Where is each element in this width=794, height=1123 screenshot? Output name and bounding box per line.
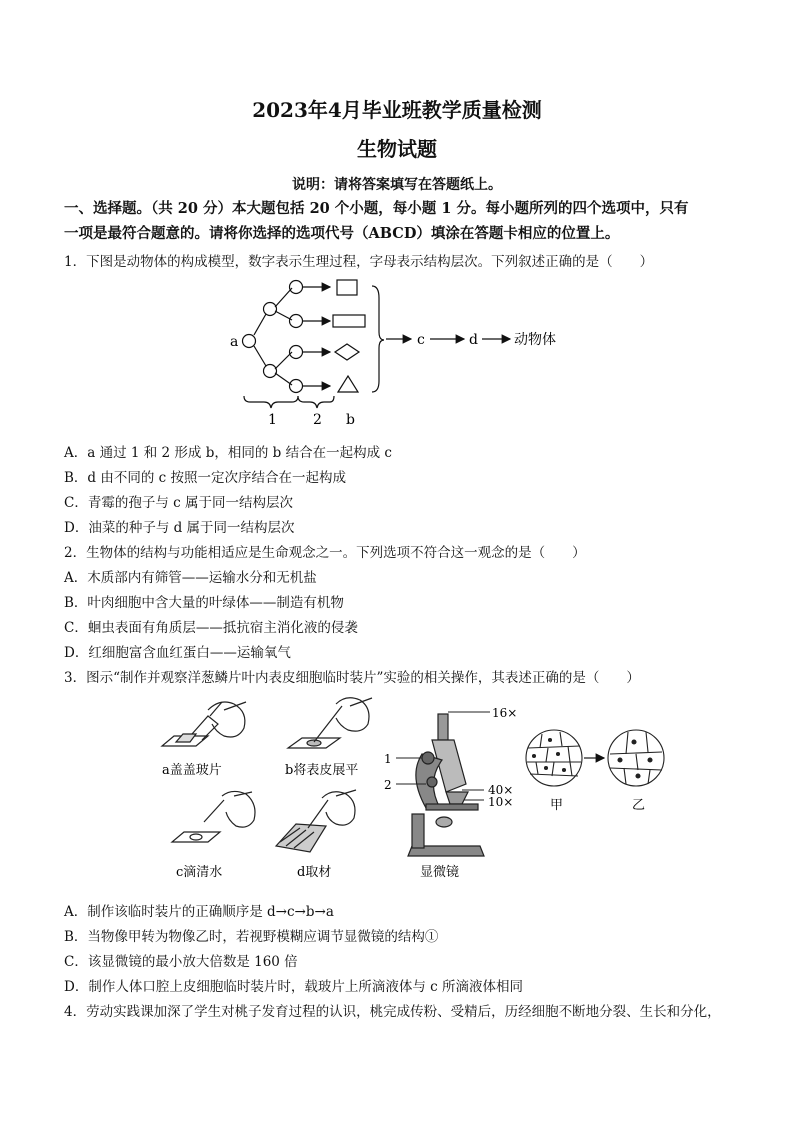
step-b-caption: b将表皮展平 — [285, 763, 359, 778]
objective-low-magnification: 10× — [488, 795, 514, 809]
view-yi-label: 乙 — [632, 798, 646, 813]
q2-option-d: D．红细胞富含血红蛋白——运输氧气 — [64, 645, 291, 661]
question-4-stem: 4．劳动实践课加深了学生对桃子发育过程的认识，桃完成传粉、受精后，历经细胞不断地分裂、生长和分化， — [64, 1004, 721, 1020]
q2-option-c: C．蛔虫表面有角质层——抵抗宿主消化液的侵袭 — [64, 620, 358, 636]
label-organism: 动物体 — [514, 332, 556, 348]
microscope-caption: 显微镜 — [420, 865, 460, 880]
label-c: c — [417, 332, 425, 348]
view-jia-label: 甲 — [550, 798, 564, 813]
q1-option-d: D．油菜的种子与 d 属于同一结构层次 — [64, 520, 295, 536]
q1-option-c: C．青霉的孢子与 c 属于同一结构层次 — [64, 495, 293, 511]
q1-option-a: A．a 通过 1 和 2 形成 b，相同的 b 结合在一起构成 c — [64, 445, 392, 461]
step-c-illustration — [172, 791, 255, 842]
section-heading-line-1: 一、选择题。（共 20 分）本大题包括 20 个小题，每小题 1 分。每小题所列的四个选项中，只有 — [64, 200, 689, 217]
q2-option-b: B．叶肉细胞中含大量的叶绿体——制造有机物 — [64, 595, 344, 611]
view-yi-illustration — [608, 730, 664, 786]
step-b-illustration — [288, 698, 372, 748]
animal-structure-diagram — [220, 278, 580, 436]
q3-option-c: C．该显微镜的最小放大倍数是 160 倍 — [64, 954, 298, 970]
label-d: d — [469, 332, 478, 348]
label-b: b — [346, 412, 355, 428]
exam-subtitle: 生物试题 — [357, 137, 437, 161]
label-1: 1 — [268, 412, 277, 428]
q3-option-a: A．制作该临时装片的正确顺序是 d→c→b→a — [64, 904, 334, 920]
exam-note: 说明：请将答案填写在答题纸上。 — [292, 177, 502, 193]
q2-option-a: A．木质部内有筛管——运输水分和无机盐 — [64, 570, 317, 586]
q3-option-d: D．制作人体口腔上皮细胞临时装片时，载玻片上所滴液体与 c 所滴液体相同 — [64, 979, 523, 995]
microscope-illustration — [408, 714, 484, 856]
step-a-caption: a盖盖玻片 — [162, 763, 222, 778]
question-3-stem: 3．图示“制作并观察洋葱鳞片叶内表皮细胞临时装片”实验的相关操作，其表述正确的是（ ） — [64, 670, 640, 686]
objective-high-magnification: 40× — [488, 783, 514, 797]
microscope-label-1: 1 — [384, 752, 392, 766]
section-heading-line-2: 一项是最符合题意的。请将你选择的选项代号（ABCD）填涂在答题卡相应的位置上。 — [64, 225, 620, 242]
view-jia-illustration — [526, 730, 582, 786]
step-d-illustration — [276, 790, 356, 852]
label-2: 2 — [313, 412, 322, 428]
eyepiece-magnification: 16× — [492, 706, 518, 720]
step-d-caption: d取材 — [297, 865, 332, 880]
question-2-stem: 2．生物体的结构与功能相适应是生命观念之一。下列选项不符合这一观念的是（ ） — [64, 545, 586, 561]
label-a: a — [230, 334, 239, 350]
q3-option-b: B．当物像甲转为物像乙时，若视野模糊应调节显微镜的结构① — [64, 929, 439, 945]
question-1-stem: 1．下图是动物体的构成模型，数字表示生理过程，字母表示结构层次。下列叙述正确的是（ ） — [64, 254, 654, 270]
slide-preparation-figure — [150, 696, 670, 892]
step-a-illustration — [162, 702, 246, 746]
microscope-label-2: 2 — [384, 778, 392, 792]
q1-option-b: B．d 由不同的 c 按照一定次序结合在一起构成 — [64, 470, 346, 486]
step-c-caption: c滴清水 — [176, 865, 223, 880]
exam-title: 2023年4月毕业班教学质量检测 — [252, 98, 542, 122]
